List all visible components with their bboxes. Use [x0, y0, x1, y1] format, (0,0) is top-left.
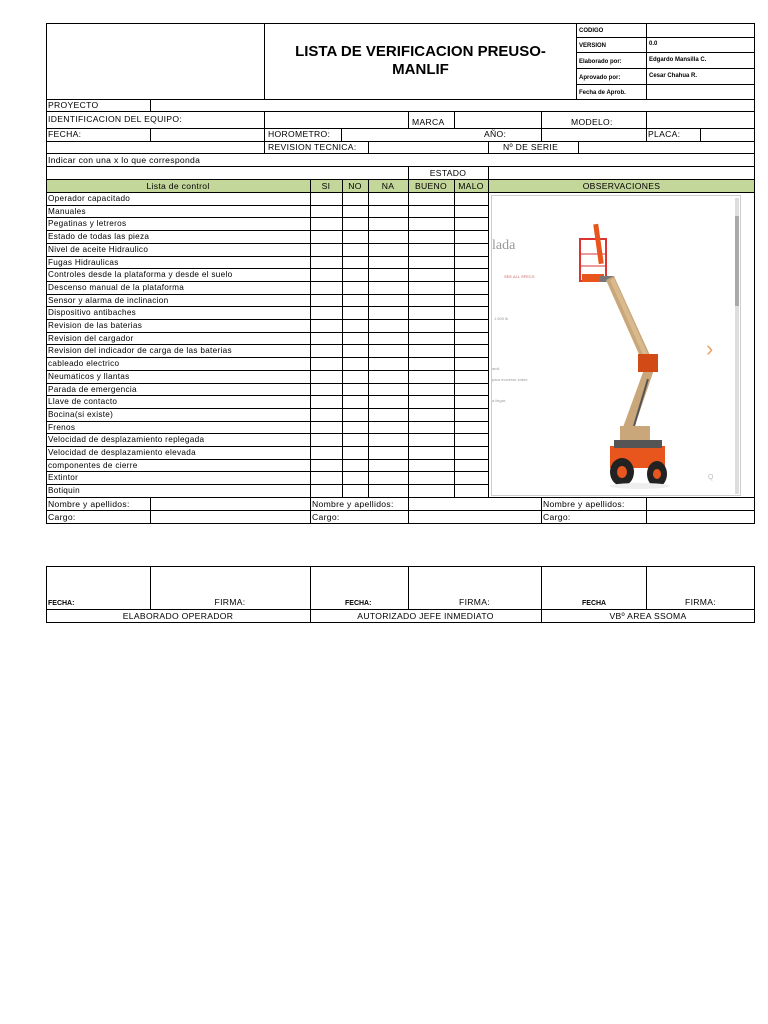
row-line — [46, 111, 755, 112]
photo-text: para moverse sobre — [492, 377, 528, 382]
checklist-mark-cell[interactable] — [368, 306, 408, 319]
col-line — [646, 497, 647, 524]
checklist-mark-cell[interactable] — [368, 281, 408, 294]
checklist-mark-cell[interactable] — [368, 344, 408, 357]
checklist-mark-cell[interactable] — [310, 256, 342, 269]
checklist-mark-cell[interactable] — [310, 319, 342, 332]
checklist-mark-cell[interactable] — [342, 344, 368, 357]
info-value-elaborado: Edgardo Mansilla C. — [649, 57, 707, 63]
document-title-line2: MANLIF — [392, 61, 449, 78]
checklist-mark-cell[interactable] — [408, 217, 454, 230]
firma-label-ssoma: FIRMA: — [685, 597, 716, 607]
checklist-mark-cell[interactable] — [408, 192, 454, 205]
header-no: NO — [348, 181, 362, 191]
col-line — [578, 141, 579, 153]
col-line — [408, 497, 409, 524]
checklist-mark-cell[interactable] — [342, 268, 368, 281]
checklist-item-label: Revision de las baterias — [48, 321, 143, 330]
checklist-mark-cell[interactable] — [408, 357, 454, 370]
firma-label-operador: FIRMA: — [214, 597, 246, 607]
checklist-mark-cell[interactable] — [310, 433, 342, 446]
checklist-mark-cell[interactable] — [368, 319, 408, 332]
checklist-mark-cell[interactable] — [342, 433, 368, 446]
fecha-label-ssoma: FECHA — [582, 600, 607, 607]
col-line — [264, 111, 265, 128]
checklist-mark-cell[interactable] — [342, 370, 368, 383]
checklist-mark-cell[interactable] — [454, 306, 488, 319]
checklist-mark-cell[interactable] — [454, 421, 488, 434]
nombre-label-3: Nombre y apellidos: — [543, 499, 625, 509]
col-line — [646, 128, 647, 141]
checklist-mark-cell[interactable] — [310, 281, 342, 294]
checklist-mark-cell[interactable] — [454, 344, 488, 357]
checklist-mark-cell[interactable] — [342, 446, 368, 459]
checklist-mark-cell[interactable] — [408, 230, 454, 243]
checklist-mark-cell[interactable] — [310, 484, 342, 497]
checklist-mark-cell[interactable] — [310, 332, 342, 345]
horometro-label: HOROMETRO: — [268, 129, 331, 139]
checklist-mark-cell[interactable] — [454, 294, 488, 307]
row-line — [46, 510, 755, 511]
checklist-mark-cell[interactable] — [368, 332, 408, 345]
checklist-item-label: cableado electrico — [48, 359, 120, 369]
checklist-mark-cell[interactable] — [408, 306, 454, 319]
checklist-mark-cell[interactable] — [310, 344, 342, 357]
photo-text: amil — [492, 366, 500, 371]
checklist-mark-cell[interactable] — [408, 383, 454, 396]
next-arrow-icon[interactable]: › — [706, 336, 714, 361]
checklist-item-label: Sensor y alarma de inclinacion — [48, 295, 169, 305]
checklist-mark-cell[interactable] — [454, 357, 488, 370]
checklist-mark-cell[interactable] — [454, 217, 488, 230]
checklist-mark-cell[interactable] — [368, 230, 408, 243]
checklist-mark-cell[interactable] — [368, 383, 408, 396]
checklist-mark-cell[interactable] — [342, 383, 368, 396]
info-label-elaborado: Elaborado por: — [579, 59, 622, 65]
info-row-line — [576, 37, 755, 38]
checklist-mark-cell[interactable] — [368, 395, 408, 408]
header-lista: Lista de control — [146, 181, 210, 191]
checklist-mark-cell[interactable] — [310, 306, 342, 319]
checklist-mark-cell[interactable] — [408, 319, 454, 332]
info-row-line — [576, 68, 755, 69]
row-line — [46, 609, 755, 610]
checklist-mark-cell[interactable] — [454, 230, 488, 243]
checklist-mark-cell[interactable] — [408, 294, 454, 307]
col-line — [408, 111, 409, 128]
checklist-mark-cell[interactable] — [368, 370, 408, 383]
checklist-mark-cell[interactable] — [368, 243, 408, 256]
checklist-mark-cell[interactable] — [342, 332, 368, 345]
cargo-label-3: Cargo: — [543, 512, 571, 522]
checklist-mark-cell[interactable] — [454, 433, 488, 446]
checklist-mark-cell[interactable] — [368, 471, 408, 484]
checklist-mark-cell[interactable] — [342, 319, 368, 332]
checklist-mark-cell[interactable] — [368, 421, 408, 434]
checklist-item-label: Descenso manual de la plataforma — [48, 282, 185, 292]
checklist-mark-cell[interactable] — [408, 459, 454, 472]
checklist-mark-cell[interactable] — [368, 408, 408, 421]
estado-row — [46, 166, 755, 180]
col-line — [150, 497, 151, 524]
checklist-mark-cell[interactable] — [368, 433, 408, 446]
checklist-mark-cell[interactable] — [408, 332, 454, 345]
checklist-mark-cell[interactable] — [454, 256, 488, 269]
header-bueno: BUENO — [414, 181, 448, 191]
checklist-mark-cell[interactable] — [310, 446, 342, 459]
zoom-icon: Q — [708, 474, 714, 481]
checklist-mark-cell[interactable] — [408, 471, 454, 484]
checklist-mark-cell[interactable] — [342, 281, 368, 294]
photo-text: lada — [492, 238, 516, 253]
autorizado-jefe-label: AUTORIZADO JEFE INMEDIATO — [357, 611, 494, 621]
checklist-mark-cell[interactable] — [310, 192, 342, 205]
fecha-label: FECHA: — [48, 129, 82, 139]
checklist-mark-cell[interactable] — [310, 471, 342, 484]
checklist-mark-cell[interactable] — [408, 243, 454, 256]
checklist-mark-cell[interactable] — [408, 433, 454, 446]
col-line — [488, 141, 489, 153]
estado-label: ESTADO — [429, 168, 467, 178]
col-line — [454, 111, 455, 128]
checklist-mark-cell[interactable] — [342, 484, 368, 497]
checklist-mark-cell[interactable] — [342, 306, 368, 319]
checklist-mark-cell[interactable] — [342, 421, 368, 434]
cargo-label-1: Cargo: — [48, 512, 76, 522]
checklist-mark-cell[interactable] — [368, 268, 408, 281]
col-line — [700, 128, 701, 141]
checklist-item-label: Botiquin — [48, 486, 80, 496]
checklist-item-label: Dispositivo antibaches — [48, 308, 137, 318]
checklist-mark-cell[interactable] — [368, 205, 408, 218]
logo-box — [46, 23, 265, 100]
vb-area-ssoma-label: VBº AREA SSOMA — [609, 611, 687, 621]
checklist-mark-cell[interactable] — [342, 205, 368, 218]
proyecto-label: PROYECTO — [48, 100, 99, 110]
checklist-mark-cell[interactable] — [408, 256, 454, 269]
checklist-mark-cell[interactable] — [454, 383, 488, 396]
header-na: NA — [381, 181, 395, 191]
checklist-item-label: Llave de contacto — [48, 397, 118, 407]
col-line — [341, 128, 342, 141]
checklist-mark-cell[interactable] — [310, 421, 342, 434]
checklist-mark-cell[interactable] — [368, 357, 408, 370]
nombre-label-2: Nombre y apellidos: — [312, 499, 394, 509]
checklist-item-label: Nivel de aceite Hidraulico — [48, 244, 149, 254]
info-row-line — [576, 84, 755, 85]
info-label-codigo: CODIGO — [579, 28, 604, 34]
checklist-mark-cell[interactable] — [310, 408, 342, 421]
photo-scrollbar-thumb — [735, 216, 739, 306]
checklist-mark-cell[interactable] — [310, 357, 342, 370]
row-line — [46, 153, 755, 154]
nombre-label-1: Nombre y apellidos: — [48, 499, 130, 509]
checklist-mark-cell[interactable] — [368, 446, 408, 459]
checklist-mark-cell[interactable] — [342, 230, 368, 243]
identificacion-label: IDENTIFICACION DEL EQUIPO: — [48, 114, 183, 124]
cargo-label-2: Cargo: — [312, 512, 340, 522]
col-line — [488, 166, 489, 180]
checklist-mark-cell[interactable] — [408, 268, 454, 281]
photo-text: a llegar. — [492, 398, 507, 403]
checklist-mark-cell[interactable] — [408, 281, 454, 294]
checklist-mark-cell[interactable] — [408, 446, 454, 459]
col-line — [264, 128, 265, 153]
checklist-item-label: Frenos — [48, 422, 76, 432]
header-malo: MALO — [458, 181, 484, 191]
placa-label: PLACA: — [648, 129, 681, 139]
info-label-aprobado: Aprovado por: — [579, 75, 621, 81]
header-observaciones: OBSERVACIONES — [582, 181, 661, 191]
checklist-mark-cell[interactable] — [342, 408, 368, 421]
checklist-item-label: Velocidad de desplazamiento elevada — [48, 448, 196, 457]
info-label-version: VERSION — [579, 43, 607, 49]
checklist-mark-cell[interactable] — [454, 395, 488, 408]
info-value-aprobado: Cesar Chahua R. — [649, 73, 698, 79]
checklist-mark-cell[interactable] — [310, 395, 342, 408]
col-line — [150, 99, 151, 111]
checklist-mark-cell[interactable] — [310, 230, 342, 243]
checklist-item-label: Revision del cargador — [48, 333, 134, 343]
checklist-mark-cell[interactable] — [454, 370, 488, 383]
checklist-mark-cell[interactable] — [342, 217, 368, 230]
checklist-mark-cell[interactable] — [342, 471, 368, 484]
revision-tecnica-label: REVISION TECNICA: — [268, 142, 357, 152]
col-line — [310, 497, 311, 524]
checklist-mark-cell[interactable] — [408, 421, 454, 434]
checklist-mark-cell[interactable] — [310, 243, 342, 256]
checklist-mark-cell[interactable] — [454, 192, 488, 205]
info-row-line — [576, 52, 755, 53]
checklist-mark-cell[interactable] — [454, 446, 488, 459]
checklist-mark-cell[interactable] — [310, 205, 342, 218]
checklist-mark-cell[interactable] — [310, 217, 342, 230]
elaborado-operador-label: ELABORADO OPERADOR — [122, 611, 234, 621]
checklist-mark-cell[interactable] — [368, 192, 408, 205]
row-line — [46, 141, 755, 142]
checklist-mark-cell[interactable] — [408, 484, 454, 497]
checklist-mark-cell[interactable] — [454, 484, 488, 497]
col-line — [541, 111, 542, 128]
checklist-mark-cell[interactable] — [342, 395, 368, 408]
col-line — [541, 497, 542, 524]
col-line — [646, 111, 647, 128]
checklist-mark-cell[interactable] — [342, 294, 368, 307]
checklist-item-label: Pegatinas y letreros — [48, 219, 127, 229]
checklist-mark-cell[interactable] — [408, 205, 454, 218]
instruction-text: Indicar con una x lo que corresponda — [48, 155, 201, 165]
info-label-fecha-aprob: Fecha de Aprob. — [579, 90, 626, 96]
checklist-mark-cell[interactable] — [454, 332, 488, 345]
checklist-item-label: Fugas Hidraulicas — [48, 257, 119, 267]
serie-label: Nº DE SERIE — [503, 142, 559, 152]
checklist-item-label: Bocina(si existe) — [48, 409, 114, 419]
checklist-item-label: Estado de todas las pieza — [48, 232, 150, 242]
col-line — [368, 141, 369, 153]
fecha-label-operador: FECHA: — [48, 600, 75, 607]
checklist-item-label: Controles desde la plataforma y desde el suelo — [48, 270, 233, 280]
equipment-photo — [491, 195, 741, 496]
checklist-mark-cell[interactable] — [310, 294, 342, 307]
checklist-item-label: Parada de emergencia — [48, 384, 137, 394]
checklist-mark-cell[interactable] — [454, 471, 488, 484]
checklist-mark-cell[interactable] — [368, 294, 408, 307]
checklist-item-label: componentes de cierre — [48, 460, 138, 470]
col-line — [541, 128, 542, 141]
ano-label: AÑO: — [484, 129, 507, 139]
boom-lift-image — [562, 214, 672, 496]
checklist-mark-cell[interactable] — [408, 370, 454, 383]
checklist-mark-cell[interactable] — [368, 256, 408, 269]
checklist-mark-cell[interactable] — [454, 281, 488, 294]
checklist-item-label: Manuales — [48, 206, 86, 216]
checklist-mark-cell[interactable] — [454, 205, 488, 218]
marca-label: MARCA — [412, 117, 445, 127]
checklist-mark-cell[interactable] — [368, 217, 408, 230]
info-value-version: 0.0 — [649, 41, 658, 47]
photo-text: SEE ALL SPECS — [504, 274, 535, 279]
header-si: SI — [321, 181, 331, 191]
checklist-mark-cell[interactable] — [342, 357, 368, 370]
checklist-mark-cell[interactable] — [342, 256, 368, 269]
checklist-item-label: Extintor — [48, 473, 79, 483]
checklist-mark-cell[interactable] — [408, 344, 454, 357]
checklist-mark-cell[interactable] — [342, 459, 368, 472]
checklist-mark-cell[interactable] — [454, 268, 488, 281]
checklist-mark-cell[interactable] — [310, 459, 342, 472]
checklist-mark-cell[interactable] — [454, 319, 488, 332]
checklist-mark-cell[interactable] — [310, 370, 342, 383]
col-line — [488, 180, 489, 498]
checklist-mark-cell[interactable] — [454, 459, 488, 472]
checklist-item-label: Revision del indicador de carga de las baterias — [48, 346, 232, 356]
firma-label-jefe: FIRMA: — [459, 597, 490, 607]
checklist-mark-cell[interactable] — [368, 484, 408, 497]
checklist-mark-cell[interactable] — [310, 268, 342, 281]
info-divider — [646, 23, 647, 100]
checklist-mark-cell[interactable] — [368, 459, 408, 472]
checklist-mark-cell[interactable] — [454, 408, 488, 421]
checklist-mark-cell[interactable] — [454, 243, 488, 256]
checklist-mark-cell[interactable] — [342, 192, 368, 205]
document-title-line1: LISTA DE VERIFICACION PREUSO- — [295, 43, 546, 60]
checklist-mark-cell[interactable] — [310, 383, 342, 396]
checklist-item-label: Neumaticos y llantas — [48, 371, 130, 381]
checklist-item-label: Operador capacitado — [48, 194, 131, 203]
checklist-mark-cell[interactable] — [342, 243, 368, 256]
photo-text: 1.500 lb — [494, 316, 509, 321]
col-line — [150, 128, 151, 141]
checklist-item-label: Velocidad de desplazamiento replegada — [48, 435, 205, 445]
modelo-label: MODELO: — [571, 117, 613, 127]
checklist-mark-cell[interactable] — [408, 408, 454, 421]
fecha-label-jefe: FECHA: — [345, 600, 372, 607]
checklist-mark-cell[interactable] — [408, 395, 454, 408]
